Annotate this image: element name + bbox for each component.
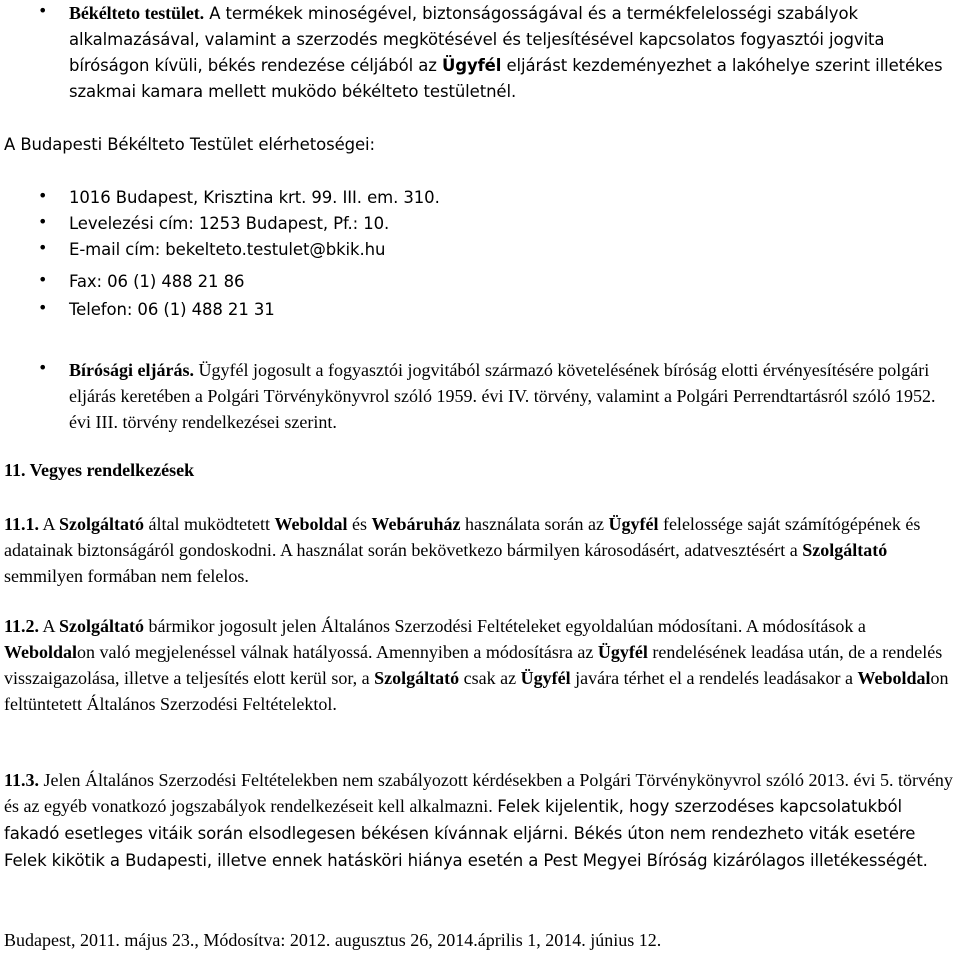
bullet [38, 357, 54, 378]
bekeltetes-text-b: eljárást kezdeményezhet a lakóhelye szerint illetékes szakmai kamara mellett muködo békélteto testületnél. [69, 56, 943, 101]
contact-postal: Levelezési cím: 1253 Budapest, Pf.: 10. [69, 214, 390, 233]
paragraph-11-2: 11.2. A Szolgáltató bármikor jogosult jelen Általános Szerzodési Feltételeket egyoldalúan módosítani. A módosítások a Weboldalon való megjelenéssel válnak hatályossá. Amennyiben a módosításra az Ügyfél rendelésének leadása után, de a rendelés visszaigazolása, illetve a teljesítés elott kerül sor, a Szolgáltató csak az Ügyfél javára térhet el a rendelés leadásakor a Weboldalon feltüntetett Általános Szerzodési Feltételektol. [4, 616, 949, 714]
bullet [38, 185, 54, 206]
bullet [38, 297, 54, 318]
birosagi-text: Ügyfél jogosult a fogyasztói jogvitából származó követelésének bíróság elotti érvényesítésére polgári eljárás keretében a Polgári Törvénykönyvrol szóló 1959. évi IV. törvény, valamint a Polgári Perrendtartásról szóló 1952. évi III. törvény rendelkezései szerint. [69, 360, 936, 432]
paragraph-11-1: 11.1. A Szolgáltató által muködtetett Weboldal és Webáruház használata során az Ügyfél felelossége saját számítógépének és adatainak biztonságáról gondoskodni. A használat során bekövetkezo bármilyen károsodásért, adatvesztésért a Szolgáltató semmilyen formában nem felelos. [4, 514, 921, 586]
contact-email: E-mail cím: bekelteto.testulet@bkik.hu [69, 240, 386, 259]
paragraph-number: 11.1. [4, 514, 40, 534]
footer-date-line: Budapest, 2011. május 23., Módosítva: 2012. augusztus 26, 2014.április 1, 2014. június 12. [4, 930, 662, 950]
bullet [38, 237, 54, 258]
bullet [38, 269, 54, 290]
bekeltetes-title: Békélteto testület. [69, 3, 205, 23]
birosagi-item [69, 357, 954, 435]
contact-fax: Fax: 06 (1) 488 21 86 [69, 272, 245, 291]
bullet [38, 0, 54, 21]
bekeltetes-text-a: A termékek minoségével, biztonságosságával és a termékfelelosségi szabályok alkalmazásával, valamint a szerzodés megkötésével és teljesítésével kapcsolatos fogyasztói jogvita bíróságon kívüli, békés rendezése céljából az [69, 4, 885, 75]
ugyfel-term: Ügyfél [441, 56, 502, 75]
paragraph-11-3: 11.3. Jelen Általános Szerzodési Feltételekben nem szabályozott kérdésekben a Polgári Törvénykönyvrol szóló 2013. évi 5. törvény és az egyéb vonatkozó jogszabályok rendelkezéseit kell alkalmazni. Felek kijelentik, hogy szerzodéses kapcsolatukból fakadó esetleges vitáik során elsodlegesen békésen kívánnak eljárni. Békés úton nem rendezheto viták esetére Felek kikötik a Budapesti, illetve ennek hatásköri hiánya esetén a Pest Megyei Bíróság kizárólagos illetékességét. [4, 770, 953, 870]
birosagi-title: Bírósági eljárás. [69, 360, 194, 380]
paragraph-number: 11.2. [4, 616, 40, 636]
bekeltetes-item [69, 0, 954, 105]
bullet [38, 211, 54, 232]
paragraph-number: 11.3. [4, 770, 40, 790]
contact-address: 1016 Budapest, Krisztina krt. 99. III. em. 310. [69, 188, 440, 207]
budapest-heading: A Budapesti Békélteto Testület elérhetoségei: [4, 135, 375, 154]
contact-phone: Telefon: 06 (1) 488 21 31 [69, 300, 275, 319]
section-11-heading: 11. Vegyes rendelkezések [4, 460, 195, 480]
